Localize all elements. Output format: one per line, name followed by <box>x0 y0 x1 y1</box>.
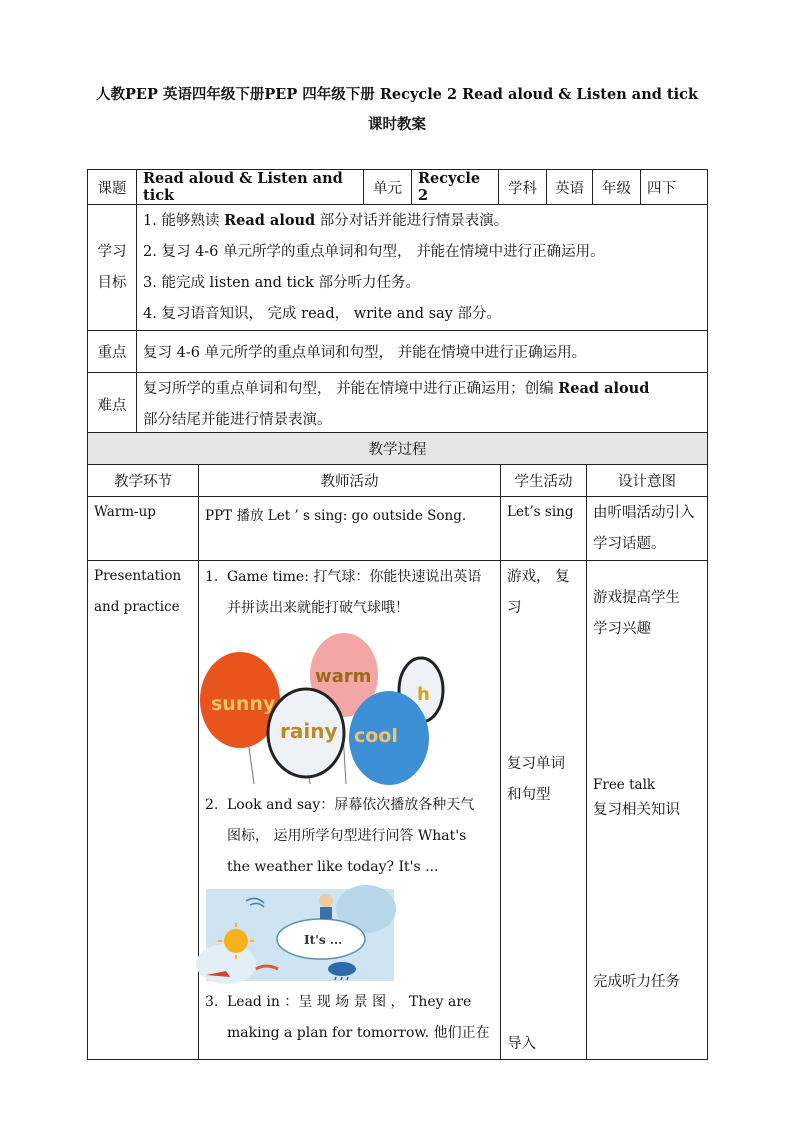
balloon-word: h <box>417 684 430 705</box>
presentation-stage: Presentation and practice <box>88 561 199 1060</box>
objective-item: 1. 能够熟读 Read aloud 部分对话并能进行情景表演。 <box>143 212 509 229</box>
objective-item: 2. 复习 4-6 单元所学的重点单词和句型， 并能在情境中进行正确运用。 <box>143 244 605 260</box>
balloon-word: warm <box>315 666 372 687</box>
col-teacher: 教师活动 <box>199 465 501 497</box>
grade-value: 四下 <box>641 170 708 205</box>
document-title: 人教PEP 英语四年级下册PEP 四年级下册 Recycle 2 Read aloud & Listen and tick <box>95 86 699 103</box>
warmup-stage: Warm-up <box>88 497 199 561</box>
col-intent: 设计意图 <box>587 465 708 497</box>
objectives-label-line2: 目标 <box>97 274 127 291</box>
balloon-word: sunny <box>211 693 276 715</box>
balloon-word: rainy <box>280 719 338 743</box>
bubble-text: It's ... <box>304 933 343 947</box>
presentation-student: 游戏， 复 习 复习单词 和句型 导入 <box>501 561 587 1060</box>
difficulty-value: 复习所学的重点单词和句型， 并能在情境中进行正确运用；创编 Read aloud 部分结尾并能进行情景表演。 <box>137 373 708 437</box>
process-header: 教学过程 <box>88 433 708 465</box>
weather-image <box>206 889 394 981</box>
warmup-intent: 由听唱活动引入学习话题。 <box>587 497 708 561</box>
kid-icon <box>319 894 333 908</box>
presentation-teacher: 1. Game time: 打气球：你能快速说出英语 并拼读出来就能打破气球哦！ sunny warm rainy cool h 2. Look and say：屏幕依次播放各种天气 图标， 运用所学句型进行问答 What's the weather like today? It's ... It's ... 3. Lead in ：呈 现 场 景 图 ， They are making a plan for tomorrow. 他们正在 <box>199 561 501 1060</box>
sun-icon <box>224 929 248 953</box>
objective-item: 4. 复习语音知识， 完成 read， write and say 部分。 <box>143 306 501 322</box>
objectives-list <box>137 205 708 331</box>
step-3: 3. Lead in ：呈 现 场 景 图 ， They are <box>205 994 472 1010</box>
balloons-image <box>206 630 430 784</box>
difficulty-label: 难点 <box>88 373 137 437</box>
objectives-label-line1: 学习 <box>97 243 127 260</box>
course-value: Read aloud & Listen and tick <box>137 170 364 205</box>
subject-value: 英语 <box>547 170 593 205</box>
col-student: 学生活动 <box>501 465 587 497</box>
step-1: 1. Game time: 打气球：你能快速说出英语 <box>205 569 482 585</box>
warmup-teacher: PPT 播放 Let ’ s sing: go outside Song. <box>199 497 501 561</box>
document-subtitle: 课时教案 <box>368 116 426 133</box>
key-points-value: 复习 4-6 单元所学的重点单词和句型， 并能在情境中进行正确运用。 <box>137 331 708 373</box>
warmup-student: Let’s sing <box>501 497 587 561</box>
process-table <box>87 432 708 1060</box>
col-stage: 教学环节 <box>88 465 199 497</box>
rain-cloud-icon <box>328 962 356 976</box>
objective-item: 3. 能完成 listen and tick 部分听力任务。 <box>143 275 420 291</box>
course-label: 课题 <box>88 170 137 205</box>
presentation-intent: 游戏提高学生 学习兴趣 Free talk 复习相关知识 完成听力任务 <box>587 561 708 1060</box>
unit-label: 单元 <box>364 170 412 205</box>
grade-label: 年级 <box>593 170 641 205</box>
objectives-label <box>88 205 137 331</box>
subject-label: 学科 <box>499 170 547 205</box>
balloon-word: cool <box>354 725 398 747</box>
step-2: 2. Look and say：屏幕依次播放各种天气 <box>205 797 475 813</box>
unit-value: Recycle 2 <box>412 170 499 205</box>
key-points-label: 重点 <box>88 331 137 373</box>
info-table <box>87 169 708 437</box>
